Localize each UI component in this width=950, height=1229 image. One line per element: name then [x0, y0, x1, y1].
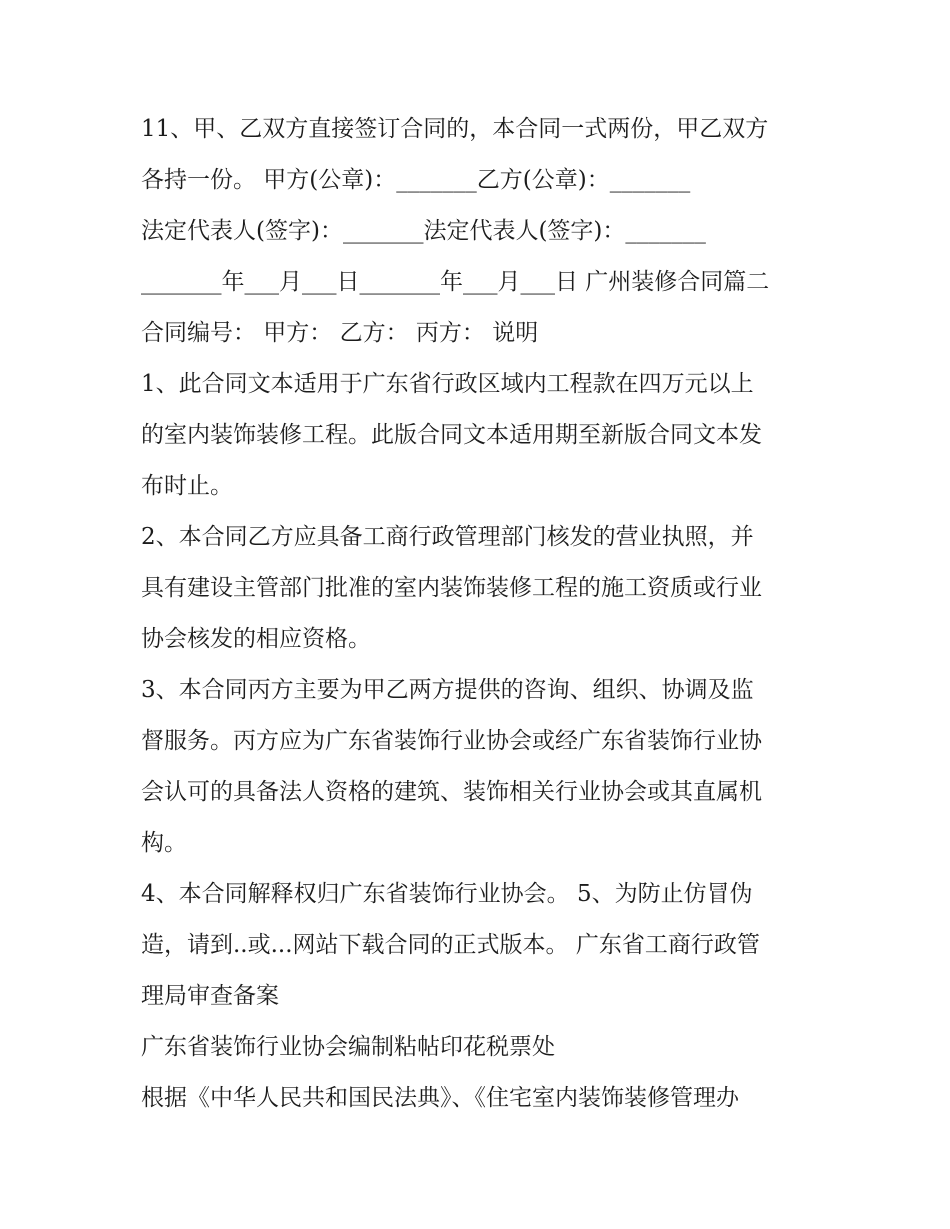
text-line: 构。 — [141, 830, 187, 856]
text-line: 协会核发的相应资格。 — [141, 626, 371, 652]
text-line: 1、此合同文本适用于广东省行政区域内工程款在四万元以上 — [141, 371, 754, 397]
text-line: 布时止。 — [141, 473, 233, 499]
text-line: 理局审查备案 — [141, 983, 279, 1009]
text-line: 广东省装饰行业协会编制粘帖印花税票处 — [141, 1034, 555, 1060]
text-line: 会认可的具备法人资格的建筑、装饰相关行业协会或其直属机 — [141, 779, 762, 805]
text-line: 各持一份。 甲方(公章)：_______乙方(公章)：_______ — [141, 167, 691, 193]
text-line: 2、本合同乙方应具备工商行政管理部门核发的营业执照，并 — [141, 524, 754, 550]
text-line: 法定代表人(签字)：_______法定代表人(签字)：_______ — [141, 218, 706, 244]
text-line: 的室内装饰装修工程。此版合同文本适用期至新版合同文本发 — [141, 422, 762, 448]
text-line: 造，请到..或...网站下载合同的正式版本。 广东省工商行政管 — [141, 932, 760, 958]
text-line: 督服务。丙方应为广东省装饰行业协会或经广东省装饰行业协 — [141, 728, 762, 754]
text-line: 具有建设主管部门批准的室内装饰装修工程的施工资质或行业 — [141, 575, 762, 601]
text-line: 11、甲、乙双方直接签订合同的，本合同一式两份，甲乙双方 — [141, 116, 769, 142]
text-line: 4、本合同解释权归广东省装饰行业协会。 5、为防止仿冒伪 — [141, 881, 753, 907]
text-line: 根据《中华人民共和国民法典》、《住宅室内装饰装修管理办 — [141, 1085, 739, 1111]
text-line: 3、本合同丙方主要为甲乙两方提供的咨询、组织、协调及监 — [141, 677, 754, 703]
text-line: 合同编号： 甲方： 乙方： 丙方： 说明 — [141, 320, 539, 346]
text-line: _______年___月___日_______年___月___日 广州装修合同篇二 — [141, 269, 770, 295]
